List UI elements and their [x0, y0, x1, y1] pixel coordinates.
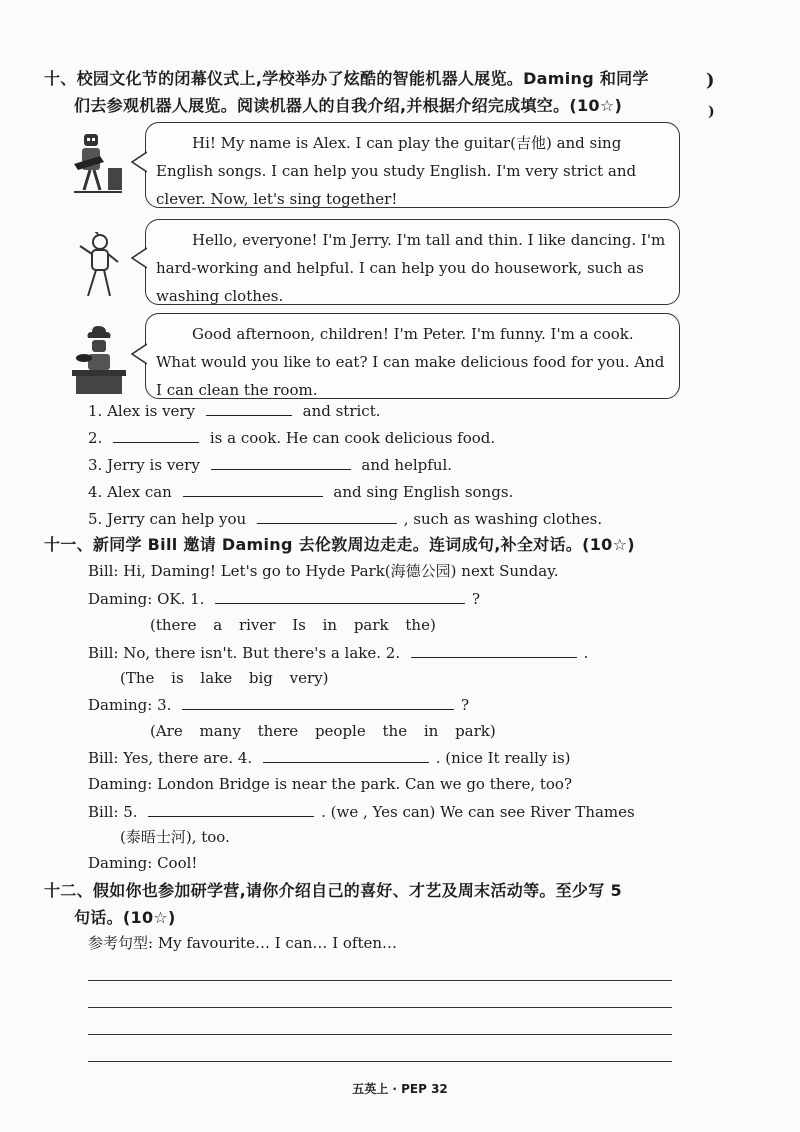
answer-blank-3[interactable] — [211, 453, 351, 470]
dialogue-line-8: (泰晤士河), too. — [120, 828, 230, 846]
robot-alex-icon — [70, 130, 126, 200]
speech-bubble-peter — [145, 313, 680, 399]
section-12-title-line2: 句话。(10☆) — [74, 908, 176, 927]
speech-bubble-jerry — [145, 219, 680, 305]
margin-mark: ) — [706, 70, 715, 91]
dialogue-line-4 — [88, 693, 469, 716]
bubble-peter-line3: I can clean the room. — [156, 381, 318, 399]
sentence-pattern-hint: 参考句型: My favourite… I can… I often… — [88, 934, 398, 952]
question-5-text: 5. Jerry can help you — [88, 510, 247, 528]
question-3-text: 3. Jerry is very — [88, 456, 200, 474]
word-bank-1: (there a river Is in park the) — [150, 616, 436, 634]
question-5-text-end: , such as washing clothes. — [403, 510, 603, 528]
bubble-tail — [131, 150, 147, 174]
bubble-peter-line2: What would you like to eat? I can make delicious food for you. And — [156, 353, 665, 371]
question-1-text-end: and strict. — [302, 402, 381, 420]
answer-blank-4[interactable] — [183, 480, 323, 497]
writing-line-1[interactable] — [88, 980, 672, 981]
dialogue-line-1: Bill: Hi, Daming! Let's go to Hyde Park(海德公园) next Sunday. — [88, 562, 559, 580]
word-bank-2: (The is lake big very) — [120, 669, 329, 687]
dialogue-line-7-end: . (we , Yes can) We can see River Thames — [321, 803, 635, 821]
question-3-text-end: and helpful. — [361, 456, 453, 474]
dialogue-line-2 — [88, 587, 480, 610]
answer-blank-2[interactable] — [113, 426, 199, 443]
writing-line-3[interactable] — [88, 1034, 672, 1035]
bubble-jerry-line2: hard-working and helpful. I can help you do housework, such as — [156, 259, 644, 277]
dialogue-line-2-end: ? — [472, 590, 481, 608]
bubble-peter-line1: Good afternoon, children! I'm Peter. I'm funny. I'm a cook. — [192, 325, 634, 343]
question-1-text: 1. Alex is very — [88, 402, 196, 420]
bubble-tail — [131, 246, 147, 270]
dialogue-line-7-text: Bill: 5. — [88, 803, 138, 821]
section-10-title-line1: 十、校园文化节的闭幕仪式上,学校举办了炫酷的智能机器人展览。Daming 和同学 — [44, 69, 649, 88]
answer-blank-5[interactable] — [257, 507, 397, 524]
question-4 — [88, 480, 513, 503]
dialogue-line-5-text: Bill: Yes, there are. 4. — [88, 749, 253, 767]
bubble-jerry-line1: Hello, everyone! I'm Jerry. I'm tall and thin. I like dancing. I'm — [192, 231, 666, 249]
answer-blank-s11-5[interactable] — [148, 800, 314, 817]
bubble-alex-line2: English songs. I can help you study English. I'm very strict and — [156, 162, 637, 180]
question-4-text-end: and sing English songs. — [333, 483, 514, 501]
word-bank-3: (Are many there people the in park) — [150, 722, 496, 740]
bubble-alex-line3: clever. Now, let's sing together! — [156, 190, 398, 208]
question-2-text: 2. — [88, 429, 103, 447]
speech-bubble-alex — [145, 122, 680, 208]
question-1 — [88, 399, 381, 422]
dialogue-line-2-text: Daming: OK. 1. — [88, 590, 205, 608]
dialogue-line-9: Daming: Cool! — [88, 854, 198, 872]
question-5 — [88, 507, 602, 530]
robot-peter-icon — [70, 324, 128, 394]
section-12-title-line1: 十二、假如你也参加研学营,请你介绍自己的喜好、才艺及周末活动等。至少写 5 — [44, 881, 622, 900]
writing-line-2[interactable] — [88, 1007, 672, 1008]
dialogue-line-3 — [88, 641, 588, 664]
writing-line-4[interactable] — [88, 1061, 672, 1062]
dialogue-line-5-end: . (nice It really is) — [435, 749, 571, 767]
question-2 — [88, 426, 495, 449]
answer-blank-s11-1[interactable] — [215, 587, 465, 604]
answer-blank-s11-4[interactable] — [263, 746, 429, 763]
question-4-text: 4. Alex can — [88, 483, 172, 501]
bubble-alex-line1: Hi! My name is Alex. I can play the guitar(吉他) and sing — [192, 134, 622, 152]
dialogue-line-4-end: ? — [460, 696, 469, 714]
answer-blank-s11-3[interactable] — [182, 693, 454, 710]
section-11-title: 十一、新同学 Bill 邀请 Daming 去伦敦周边走走。连词成句,补全对话。(10☆) — [44, 535, 635, 554]
page-footer: 五英上 · PEP 32 — [352, 1082, 448, 1096]
dialogue-line-3-end: . — [583, 644, 589, 662]
bubble-jerry-line3: washing clothes. — [156, 287, 284, 305]
section-10-title-line2: 们去参观机器人展览。阅读机器人的自我介绍,并根据介绍完成填空。(10☆) — [74, 96, 623, 115]
dialogue-line-4-text: Daming: 3. — [88, 696, 172, 714]
question-3 — [88, 453, 452, 476]
question-2-text-end: is a cook. He can cook delicious food. — [209, 429, 496, 447]
robot-jerry-icon — [76, 232, 122, 302]
dialogue-line-7 — [88, 800, 635, 823]
dialogue-line-6: Daming: London Bridge is near the park. Can we go there, too? — [88, 775, 572, 793]
answer-blank-1[interactable] — [206, 399, 292, 416]
bubble-tail — [131, 342, 147, 366]
answer-blank-s11-2[interactable] — [411, 641, 577, 658]
margin-mark: ) — [708, 104, 715, 120]
dialogue-line-5 — [88, 746, 571, 769]
dialogue-line-3-text: Bill: No, there isn't. But there's a lake. 2. — [88, 644, 401, 662]
